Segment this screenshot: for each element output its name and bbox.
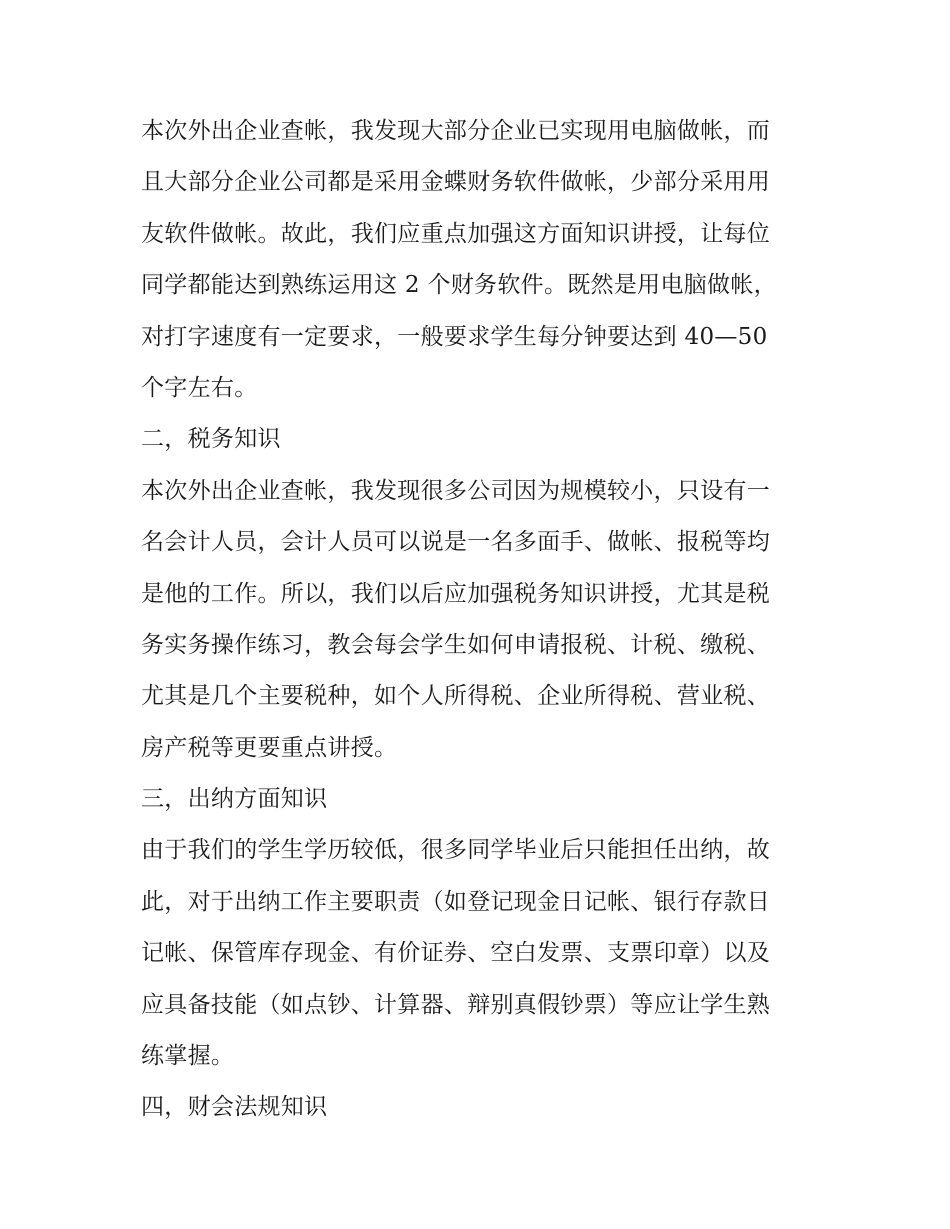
paragraph-line: 尤其是几个主要税种，如个人所得税、企业所得税、营业税、 xyxy=(141,683,771,710)
paragraph-line: 对打字速度有一定要求，一般要求学生每分钟要达到 40—50 xyxy=(141,323,768,350)
paragraph-line: 应具备技能（如点钞、计算器、辩别真假钞票）等应让学生熟 xyxy=(141,991,771,1018)
paragraph-line: 友软件做帐。故此，我们应重点加强这方面知识讲授，让每位 xyxy=(141,220,771,247)
paragraph-line: 房产税等更要重点讲授。 xyxy=(141,734,398,761)
paragraph-line: 此，对于出纳工作主要职责（如登记现金日记帐、银行存款日 xyxy=(141,888,771,915)
paragraph-line: 练掌握。 xyxy=(141,1043,235,1070)
paragraph-line: 同学都能达到熟练运用这 2 个财务软件。既然是用电脑做帐， xyxy=(141,272,777,299)
section-heading: 四，财会法规知识 xyxy=(141,1094,328,1121)
paragraph-line: 名会计人员，会计人员可以说是一名多面手、做帐、报税等均 xyxy=(141,529,771,556)
document-body xyxy=(141,106,821,1134)
paragraph-line: 且大部分企业公司都是采用金蝶财务软件做帐，少部分采用用 xyxy=(141,169,771,196)
paragraph-line: 务实务操作练习，教会每会学生如何申请报税、计税、缴税、 xyxy=(141,631,771,658)
paragraph-line: 记帐、保管库存现金、有价证券、空白发票、支票印章）以及 xyxy=(141,940,771,967)
section-heading: 二，税务知识 xyxy=(141,426,281,453)
paragraph-line: 是他的工作。所以，我们以后应加强税务知识讲授，尤其是税 xyxy=(141,580,771,607)
paragraph-line: 本次外出企业查帐，我发现大部分企业已实现用电脑做帐，而 xyxy=(141,118,771,144)
paragraph-line: 个字左右。 xyxy=(141,374,258,401)
paragraph-line: 本次外出企业查帐，我发现很多公司因为规模较小，只设有一 xyxy=(141,477,771,504)
section-heading: 三，出纳方面知识 xyxy=(141,786,328,813)
paragraph-line: 由于我们的学生学历较低，很多同学毕业后只能担任出纳，故 xyxy=(141,837,771,864)
